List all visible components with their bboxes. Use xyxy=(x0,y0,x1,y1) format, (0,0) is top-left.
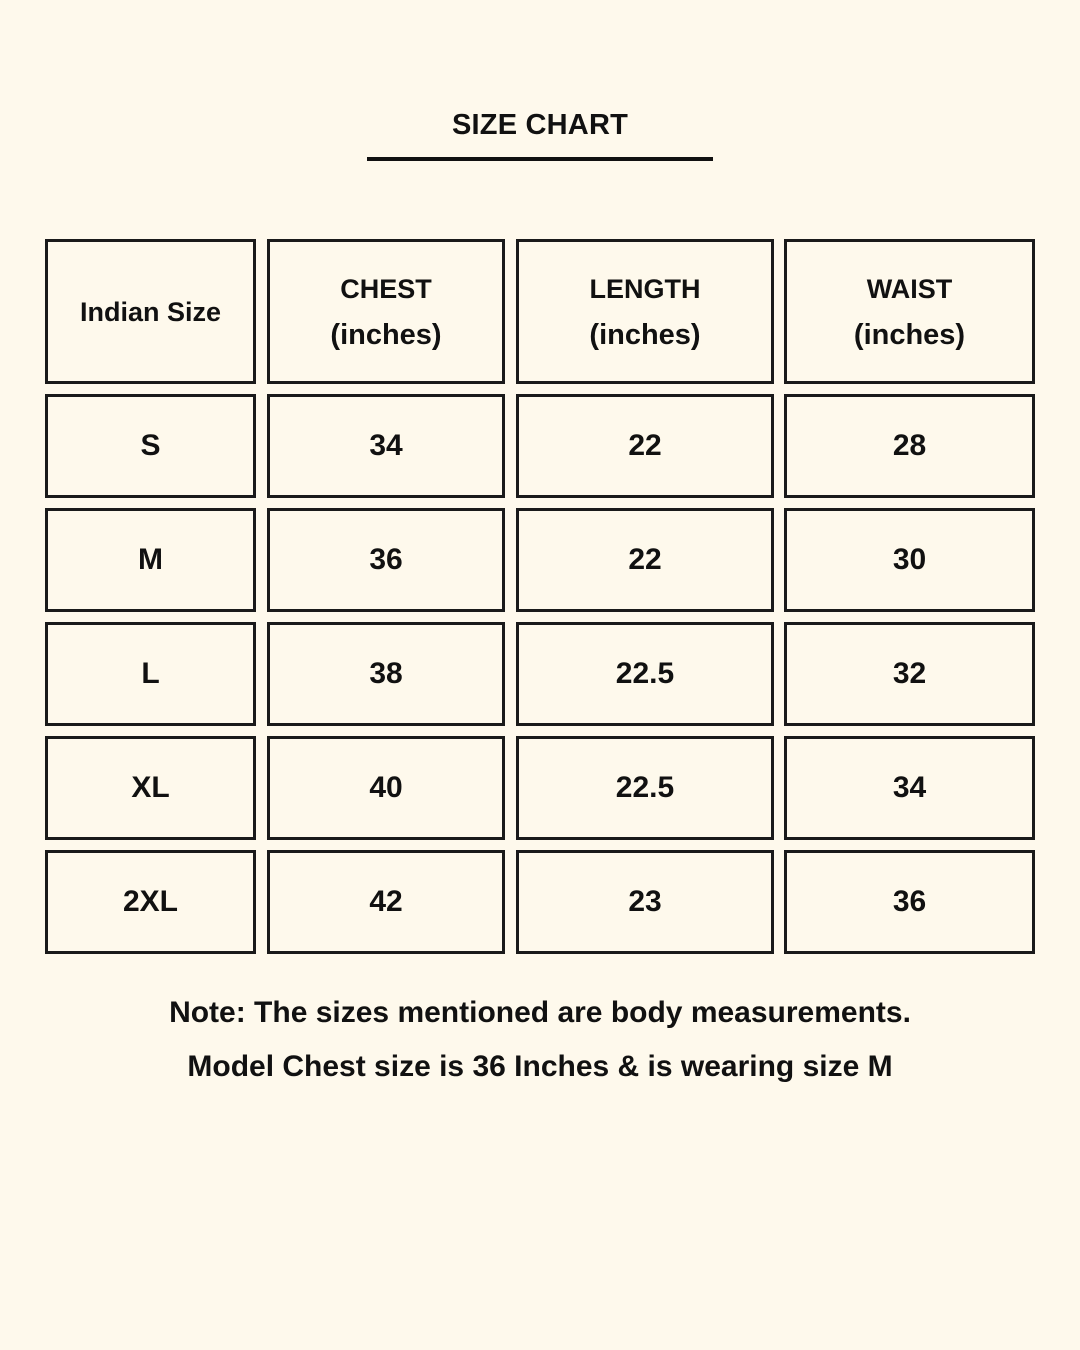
table-cell-waist: 30 xyxy=(784,508,1035,612)
table-cell-waist: 34 xyxy=(784,736,1035,840)
page-title: SIZE CHART xyxy=(452,109,628,141)
table-cell-length: 22 xyxy=(516,394,774,498)
header-indian-size xyxy=(45,239,256,384)
header-waist-label: WAIST xyxy=(866,273,953,304)
header-length-unit: (inches) xyxy=(589,318,701,351)
table-cell-chest: 36 xyxy=(267,508,505,612)
table-cell-length: 22.5 xyxy=(516,736,774,840)
table-cell-chest: 38 xyxy=(267,622,505,726)
table-cell-length: 22.5 xyxy=(516,622,774,726)
header-indian-size-label: Indian Size xyxy=(79,296,222,327)
header-length xyxy=(516,239,774,384)
header-waist-unit: (inches) xyxy=(853,318,966,351)
note-line-2: Model Chest size is 36 Inches & is wearing size M xyxy=(187,1050,893,1083)
table-cell-length: 22 xyxy=(516,508,774,612)
table-cell-chest: 34 xyxy=(267,394,505,498)
table-cell-size: XL xyxy=(45,736,256,840)
header-waist xyxy=(784,239,1035,384)
table-cell-size: 2XL xyxy=(45,850,256,954)
table-cell-waist: 32 xyxy=(784,622,1035,726)
title-underline xyxy=(367,157,713,161)
table-cell-waist: 28 xyxy=(784,394,1035,498)
header-length-label: LENGTH xyxy=(589,273,701,304)
table-cell-waist: 36 xyxy=(784,850,1035,954)
table-cell-size: S xyxy=(45,394,256,498)
table-cell-chest: 42 xyxy=(267,850,505,954)
table-cell-size: L xyxy=(45,622,256,726)
header-chest xyxy=(267,239,505,384)
header-chest-unit: (inches) xyxy=(330,318,442,351)
header-chest-label: CHEST xyxy=(340,273,432,304)
table-cell-chest: 40 xyxy=(267,736,505,840)
note-line-1: Note: The sizes mentioned are body measurements. xyxy=(169,996,911,1029)
table-cell-length: 23 xyxy=(516,850,774,954)
table-cell-size: M xyxy=(45,508,256,612)
